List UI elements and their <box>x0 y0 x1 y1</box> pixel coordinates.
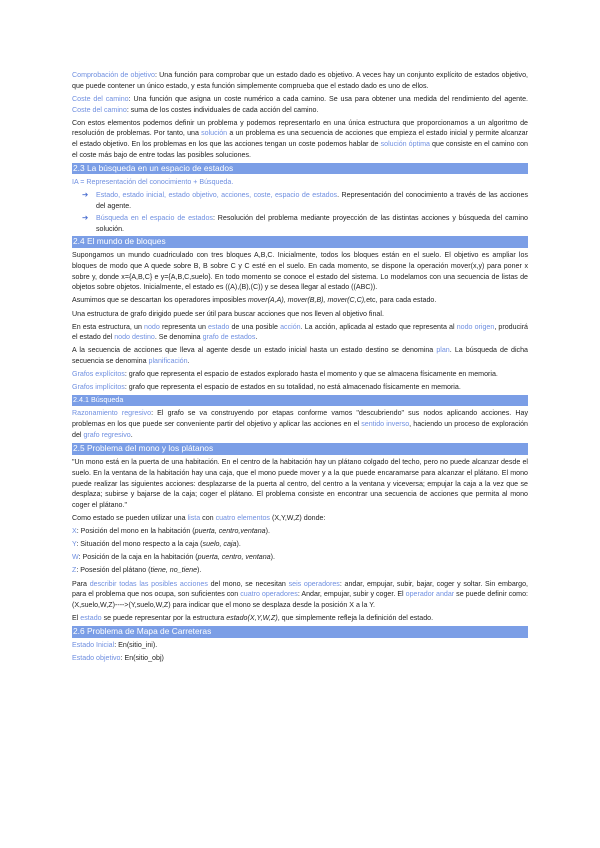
text: . Representación del conocimiento a través de las acciones del agente. <box>96 191 528 210</box>
term-state: estado <box>208 322 230 331</box>
term-implicit-graphs: Grafos implícitos <box>72 383 125 392</box>
term-plan: plan <box>436 346 450 355</box>
text: ). <box>270 553 275 562</box>
text: : Posesión del plátano ( <box>76 566 151 575</box>
term-describe-actions: describir todas las posibles acciones <box>89 579 208 588</box>
text: con <box>200 514 216 523</box>
text: : Posición del mono en la habitación ( <box>76 527 195 536</box>
text: : grafo que representa el espacio de estados en su totalidad, no está almacenado físicamente en memoria. <box>124 383 461 392</box>
goal-state-line <box>72 653 528 664</box>
text: ). <box>236 540 241 549</box>
text: : Situación del mono respecto a la caja ( <box>76 540 203 549</box>
text: . <box>255 333 258 342</box>
text: A la secuencia de acciones que lleva al agente desde un estado inicial hasta un estado destino se denomina <box>72 346 437 355</box>
paragraph-path-cost <box>72 94 528 115</box>
variable-z <box>72 565 528 576</box>
ia-definition: IA = Representación del conocimiento + Búsqueda. <box>72 177 234 186</box>
term-origin-node: nodo origen <box>456 322 495 331</box>
text: . <box>187 357 190 366</box>
section-header-2-4: 2.4 El mundo de bloques <box>72 236 528 248</box>
text: . Se denomina <box>154 333 203 342</box>
variable-w <box>72 552 528 563</box>
arrow-bullet-icon: ➔ <box>82 190 89 200</box>
text: : suma de los costes individuales de cada acción del camino. <box>126 105 319 114</box>
var-letter: X <box>72 527 77 536</box>
paragraph-solution <box>72 118 528 161</box>
text: , que simplemente refleja la definición del estado. <box>277 614 434 622</box>
var-letter: Y <box>72 540 77 549</box>
text: : Una función para comprobar que un estado dado es objetivo. A veces hay un conjunto explícito de estados objetivo, que puede contener un único estado, y esta función simplemente comprueba que el estado dado es uno de ellos. <box>72 71 529 90</box>
text: . La búsqueda de dicha secuencia se denomina <box>72 346 528 366</box>
text: El <box>72 614 81 622</box>
section-header-2-3: 2.3 La búsqueda en un espacio de estados <box>72 163 528 175</box>
list-item <box>72 213 528 234</box>
term-initial-state: Estado Inicial <box>72 641 115 650</box>
paragraph-regressive-reasoning <box>72 408 528 440</box>
term-path-cost-2: Coste del camino <box>72 105 127 114</box>
italic-text: tiene, no_tiene <box>150 566 198 575</box>
term-goal-test: Comprobación de objetivo <box>72 71 155 79</box>
text: de una posible <box>229 322 281 331</box>
text: : Resolución del problema mediante proyección de las distintas acciones y búsqueda del camino solución. <box>96 214 528 233</box>
italic-text: suelo, caja <box>202 540 237 549</box>
text: : Posición de la caja en la habitación ( <box>78 553 198 562</box>
text: (X,Y,W,Z) donde: <box>269 514 326 523</box>
paragraph-goal-test <box>72 70 528 91</box>
text: ). <box>197 566 202 575</box>
paragraph-impossible-operators <box>72 295 528 306</box>
term-inverse-direction: sentido inverso <box>361 420 410 429</box>
italic-text: estado(X,Y,W,Z) <box>226 614 278 622</box>
term-state-space-search: Búsqueda en el espacio de estados <box>96 214 213 223</box>
term-optimal-solution: solución óptima <box>380 140 430 148</box>
text: ). <box>265 527 270 536</box>
variable-x <box>72 526 528 537</box>
initial-state-line <box>72 640 528 651</box>
text: Con estos elementos podemos definir un problema y podemos representarlo en una única estructura que proporcionamos a un algoritmo de resolución de problemas. Por tanto, una <box>72 118 528 138</box>
text: : El grafo se va construyendo por etapas conforme vamos "descubriendo" sus nodos aplicando acciones. Hay problemas en los que puede ser conveniente partir del objetivo y aplicar las acciones en el <box>72 409 528 429</box>
paragraph-plan <box>72 345 528 366</box>
text: que consiste en el camino con el coste más bajo de entre todas las posibles soluciones. <box>72 140 529 159</box>
term-node: nodo <box>144 322 160 331</box>
term-explicit-graphs: Grafos explícitos <box>72 370 125 379</box>
text: del mono, se necesitan <box>207 579 289 588</box>
list-item-text <box>96 213 528 234</box>
term-action: acción <box>280 322 301 331</box>
term-regressive-graph: grafo regresivo <box>83 430 131 439</box>
term-planning: planificación <box>148 357 188 366</box>
text: . <box>130 430 133 439</box>
term-state-graph: grafo de estados <box>202 333 256 342</box>
section-header-2-5: 2.5 Problema del mono y los plátanos <box>72 443 528 455</box>
section-header-2-6: 2.6 Problema de Mapa de Carreteras <box>72 626 528 638</box>
list-item-text <box>96 190 528 211</box>
term-state-elements: Estado, estado inicial, estado objetivo, acciones, coste, espacio de estados <box>96 191 338 200</box>
term-list: lista <box>187 514 201 523</box>
paragraph-explicit-graphs <box>72 369 528 380</box>
text: etc, para cada estado. <box>366 296 437 305</box>
variable-y <box>72 539 528 550</box>
text: , producirá el estado del <box>72 322 529 342</box>
paragraph-operators <box>72 579 528 611</box>
text: Asumimos que se descartan los operadores imposibles <box>72 296 248 305</box>
paragraph-state-list <box>72 513 528 524</box>
text: : Andar, empujar, subir y coger. El <box>297 590 406 599</box>
paragraph-blocks-intro: Supongamos un mundo cuadriculado con tres bloques A,B,C. Inicialmente, todos los bloques están en el suelo. El objetivo es ampliar los bloques de modo que A quede sobre B, B sobre C y C esté en el suelo. En cada momento, se dispone la operación mover(x,y) para poner x sobre y, donde x={A,B,C} e y={A,B,C,suelo}. En todo momento se conoce el estado del sistema. Lo modelamos con una secuencia de listas de objetos sobre objetos. Inicialmente, el estado es ((A),(B),(C)) y se desea llegar al estado ((ABC)). <box>72 251 528 292</box>
text: se puede representar por la estructura <box>101 614 227 622</box>
term-regressive-reasoning: Razonamiento regresivo <box>72 409 152 418</box>
paragraph-state-structure <box>72 613 528 624</box>
term-state: estado <box>80 614 102 622</box>
var-letter: Z <box>72 566 77 575</box>
italic-text: puerta, centro, ventana <box>197 553 271 562</box>
term-destination-node: nodo destino <box>114 333 155 342</box>
term-four-operators: cuatro operadores <box>240 590 298 599</box>
term-path-cost: Coste del camino <box>72 94 129 103</box>
italic-text: puerta, centro,ventana <box>194 527 266 536</box>
paragraph-node-definition <box>72 322 528 343</box>
text: , haciendo un proceso de exploración del <box>72 420 528 439</box>
paragraph-implicit-graphs <box>72 382 528 393</box>
text: : andar, empujar, subir, bajar, coger y soltar. Sin embargo, para el problema que nos ocupa, son suficientes con <box>72 579 528 599</box>
arrow-bullet-icon: ➔ <box>82 213 89 223</box>
paragraph-directed-graph: Una estructura de grafo dirigido puede ser útil para buscar acciones que nos lleven al objetivo final. <box>72 309 384 318</box>
italic-text: mover(A,A), mover(B,B), mover(C,C), <box>247 296 367 305</box>
term-solution: solución <box>201 129 228 138</box>
text: Como estado se pueden utilizar una <box>72 514 188 523</box>
paragraph-monkey-quote: "Un mono está en la puerta de una habitación. En el centro de la habitación hay un plátano colgado del techo, pero no puede alcanzar desde el suelo. En la ventana de la habitación hay una caja, que el mono puede mover y a la que puede encaramarse para alcanzar el plátano. El mono puede realizar las siguientes acciones: desplazarse de la puerta al centro, del centro a la ventana y viceversa; empujar la caja a la vez que se desplaza; subirse y bajarse de la caja; coger el plátano. El problema consiste en encontrar una secuencia de acciones que permita al mono coger el plátano." <box>72 458 528 509</box>
text: se puede definir como: (X,suelo,W,Z)---->(Y,suelo,W,Z) para indicar que el mono se desplaza desde la posición X a la Y. <box>72 590 529 609</box>
term-walk-operator: operador andar <box>405 590 455 599</box>
text: : Una función que asigna un coste numérico a cada camino. Se usa para obtener una medida del rendimiento del agente. <box>128 94 529 103</box>
section-header-2-4-1: 2.4.1 Búsqueda <box>72 395 528 405</box>
text: representa un <box>159 322 209 331</box>
text: Para <box>72 579 90 588</box>
term-goal-state: Estado objetivo <box>72 654 121 663</box>
text: a un problema es una secuencia de acciones que empieza el estado inicial y permite alcanzar el estado objetivo. En los problemas en los que las acciones tengan un coste podemos hablar de <box>72 129 528 148</box>
term-six-operators: seis operadores <box>288 579 340 588</box>
term-four-elements: cuatro elementos <box>215 514 270 523</box>
text: : grafo que representa el espacio de estados explorado hasta el momento y que se almacena físicamente en memoria. <box>124 370 498 379</box>
list-item <box>72 190 528 211</box>
text: : En(sitio_ini). <box>114 641 158 650</box>
text: En esta estructura, un <box>72 322 145 331</box>
text: : En(sitio_obj) <box>120 654 164 663</box>
var-letter: W <box>72 553 79 562</box>
text: . La acción, aplicada al estado que representa al <box>300 322 457 331</box>
document-page <box>72 70 528 666</box>
